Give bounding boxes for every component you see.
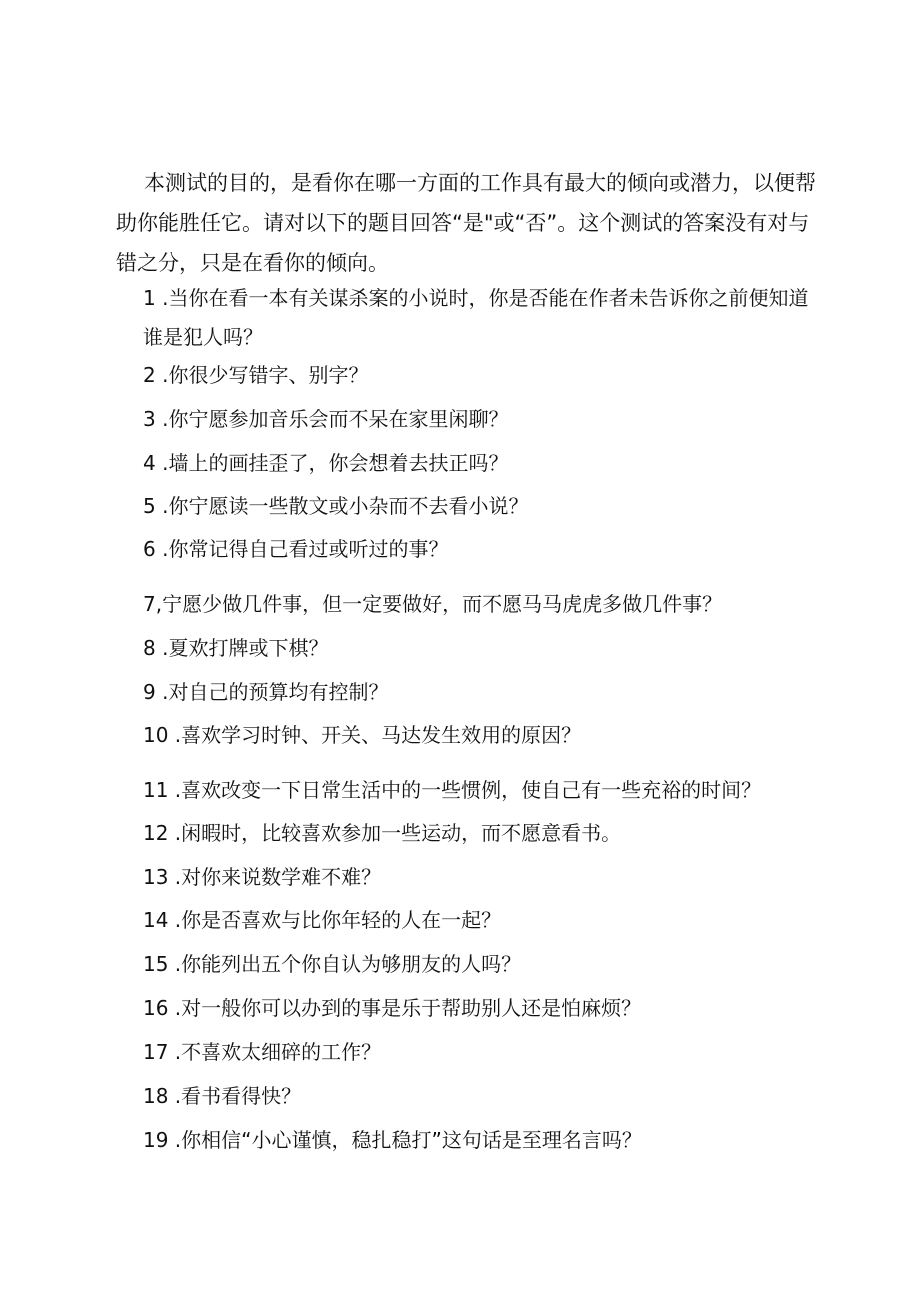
question-number: 16 <box>143 996 169 1020</box>
question-item: 10 .喜欢学习时钟、开关、马达发生效用的原因？ <box>143 723 582 747</box>
question-number: 4 <box>143 451 156 475</box>
question-text: 你宁愿参加音乐会而不呆在家里闲聊？ <box>168 407 509 431</box>
question-item: 1 .当你在看一本有关谋杀案的小说时，你是否能在作者未告诉你之前便知道谁是犯人吗？ <box>143 286 809 349</box>
question-text: 对你来说数学难不难？ <box>181 865 382 889</box>
question-item: 19 .你相信“小心谨慎，稳扎稳打”这句话是至理名言吗？ <box>143 1128 642 1152</box>
question-text: 你宁愿读一些散文或小杂而不去看小说？ <box>168 494 529 518</box>
question-number: 3 <box>143 407 156 431</box>
question-number: 11 <box>143 778 169 802</box>
question-text: 夏欢打牌或下棋？ <box>168 636 329 660</box>
question-text: 对自己的预算均有控制？ <box>168 680 389 704</box>
question-text: 当你在看一本有关谋杀案的小说时，你是否能在作者未告诉你之前便知道谁是犯人吗？ <box>143 286 809 349</box>
question-item: 2 .你很少写错字、别字？ <box>143 363 369 387</box>
question-item: 18 .看书看得快？ <box>143 1084 302 1108</box>
question-item: 6 .你常记得自己看过或听过的事？ <box>143 537 449 561</box>
question-text: 墙上的画挂歪了，你会想着去扶正吗？ <box>168 451 509 475</box>
question-number: 19 <box>143 1128 169 1152</box>
question-item: 17 .不喜欢太细碎的工作？ <box>143 1040 382 1064</box>
question-number: 1 <box>143 286 156 310</box>
question-number: 7 <box>143 592 156 616</box>
question-number: 6 <box>143 537 156 561</box>
question-number: 17 <box>143 1040 169 1064</box>
question-text: 你是否喜欢与比你年轻的人在一起？ <box>181 908 502 932</box>
question-item: 13 .对你来说数学难不难？ <box>143 865 382 889</box>
question-item: 12 .闲暇时，比较喜欢参加一些运动，而不愿意看书。 <box>143 821 622 845</box>
question-item: 5 .你宁愿读一些散文或小杂而不去看小说？ <box>143 494 529 518</box>
question-item: 4 .墙上的画挂歪了，你会想着去扶正吗？ <box>143 451 509 475</box>
question-item: 9 .对自己的预算均有控制？ <box>143 680 389 704</box>
question-text: 喜欢学习时钟、开关、马达发生效用的原因？ <box>181 723 582 747</box>
question-text: 闲暇时，比较喜欢参加一些运动，而不愿意看书。 <box>181 821 622 845</box>
question-text: 喜欢改变一下日常生活中的一些惯例，使自己有一些充裕的时间？ <box>181 778 762 802</box>
question-text: 你很少写错字、别字？ <box>168 363 369 387</box>
intro-paragraph: 本测试的目的，是看你在哪一方面的工作具有最大的倾向或潜力，以便帮助你能胜任它。请对以下的题目回答“是"或“否”。这个测试的答案没有对与错之分，只是在看你的倾向。 <box>116 171 816 275</box>
question-number: 5 <box>143 494 156 518</box>
question-item: 14 .你是否喜欢与比你年轻的人在一起？ <box>143 908 502 932</box>
question-number: 15 <box>143 952 169 976</box>
question-text: 你常记得自己看过或听过的事？ <box>168 537 449 561</box>
question-number: 8 <box>143 636 156 660</box>
question-number: 10 <box>143 723 169 747</box>
question-text: 对一般你可以办到的事是乐于帮助别人还是怕麻烦？ <box>181 996 642 1020</box>
question-item: 11 .喜欢改变一下日常生活中的一些惯例，使自己有一些充裕的时间？ <box>143 778 762 802</box>
question-number: 12 <box>143 821 169 845</box>
question-text: 你相信“小心谨慎，稳扎稳打”这句话是至理名言吗？ <box>181 1128 642 1152</box>
question-number: 13 <box>143 865 169 889</box>
question-number: 18 <box>143 1084 169 1108</box>
question-item: 3 .你宁愿参加音乐会而不呆在家里闲聊？ <box>143 407 509 431</box>
question-text: 宁愿少做几件事，但一定要做好，而不愿马马虎虎多做几件事？ <box>162 592 723 616</box>
question-item: 7,宁愿少做几件事，但一定要做好，而不愿马马虎虎多做几件事？ <box>143 592 723 616</box>
question-text: 看书看得快？ <box>181 1084 302 1108</box>
question-number: 9 <box>143 680 156 704</box>
question-text: 你能列出五个你自认为够朋友的人吗？ <box>181 952 522 976</box>
question-number: 14 <box>143 908 169 932</box>
question-text: 不喜欢太细碎的工作？ <box>181 1040 382 1064</box>
question-item: 15 .你能列出五个你自认为够朋友的人吗？ <box>143 952 522 976</box>
question-number: 2 <box>143 363 156 387</box>
question-item: 16 .对一般你可以办到的事是乐于帮助别人还是怕麻烦？ <box>143 996 642 1020</box>
question-item: 8 .夏欢打牌或下棋？ <box>143 636 329 660</box>
